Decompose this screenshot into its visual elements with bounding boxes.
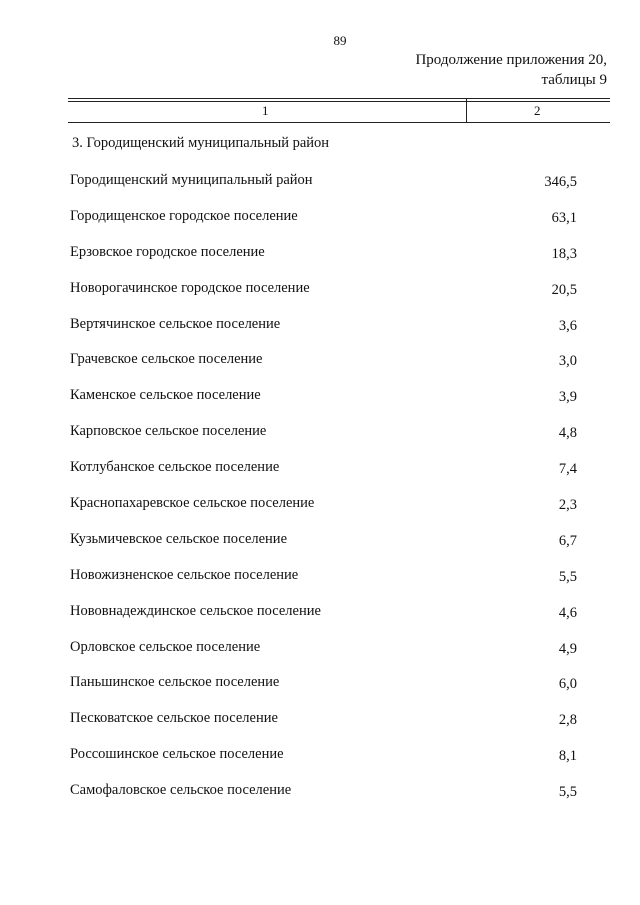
row-name: Ерзовское городское поселение xyxy=(70,243,265,260)
row-value: 5,5 xyxy=(558,568,577,585)
row-name: Городищенское городское поселение xyxy=(70,207,298,224)
row-value: 5,5 xyxy=(558,784,577,801)
row-value: 6,0 xyxy=(558,676,577,693)
table-row xyxy=(70,566,590,602)
column-header-2: 2 xyxy=(534,103,541,118)
table-row xyxy=(70,530,590,566)
column-header-1: 1 xyxy=(262,103,269,118)
table-row xyxy=(70,279,590,315)
row-value: 18,3 xyxy=(551,245,577,262)
row-value: 8,1 xyxy=(558,748,577,765)
page-number: 89 xyxy=(333,33,347,48)
row-value: 4,9 xyxy=(558,640,577,657)
row-value: 6,7 xyxy=(558,532,577,549)
row-value: 2,8 xyxy=(558,712,577,729)
row-name: Новожизненское сельское поселение xyxy=(70,566,299,583)
row-name: Каменское сельское поселение xyxy=(70,387,261,404)
row-value: 63,1 xyxy=(551,209,577,226)
row-value: 7,4 xyxy=(558,461,577,478)
table-row xyxy=(70,171,590,207)
row-name: Котлубанское сельское поселение xyxy=(70,459,280,476)
table-row xyxy=(70,638,590,674)
table-row xyxy=(70,494,590,530)
row-name: Краснопахаревское сельское поселение xyxy=(70,495,315,512)
row-name: Нововнадеждинское сельское поселение xyxy=(70,602,321,619)
section-title: 3. Городищенский муниципальный район xyxy=(72,135,330,151)
table-row xyxy=(70,781,590,817)
table-row xyxy=(70,745,590,781)
table-row xyxy=(70,458,590,494)
row-value: 4,8 xyxy=(558,425,577,442)
row-name: Самофаловское сельское поселение xyxy=(70,782,292,799)
row-name: Грачевское сельское поселение xyxy=(70,351,263,368)
row-name: Песковатское сельское поселение xyxy=(70,710,278,727)
row-value: 3,6 xyxy=(558,317,577,334)
table-row xyxy=(70,709,590,745)
table-header xyxy=(68,98,610,123)
row-name: Кузьмичевское сельское поселение xyxy=(70,530,288,547)
row-name: Карповское сельское поселение xyxy=(70,423,267,440)
column-divider xyxy=(466,99,467,122)
row-value: 4,6 xyxy=(558,604,577,621)
continuation-note xyxy=(415,50,607,90)
continuation-line-2: таблицы 9 xyxy=(541,72,607,88)
row-name: Паньшинское сельское поселение xyxy=(70,674,280,691)
row-value: 346,5 xyxy=(544,174,577,190)
row-name: Россошинское сельское поселение xyxy=(70,746,284,763)
table-row xyxy=(70,602,590,638)
table-row xyxy=(70,386,590,422)
row-value: 3,9 xyxy=(558,389,577,406)
table-row xyxy=(70,243,590,279)
table-row xyxy=(70,422,590,458)
table-row xyxy=(70,315,590,351)
table-row xyxy=(70,207,590,243)
continuation-line-1: Продолжение приложения 20, xyxy=(415,52,607,68)
row-name: Новорогачинское городское поселение xyxy=(70,279,310,296)
table-row xyxy=(70,350,590,386)
table-row xyxy=(70,673,590,709)
row-value: 3,0 xyxy=(558,353,577,370)
row-value: 2,3 xyxy=(558,497,577,514)
row-name: Городищенский муниципальный район xyxy=(70,172,313,188)
row-name: Орловское сельское поселение xyxy=(70,638,261,655)
table-body xyxy=(70,171,590,817)
row-name: Вертячинское сельское поселение xyxy=(70,315,281,332)
row-value: 20,5 xyxy=(551,281,577,298)
